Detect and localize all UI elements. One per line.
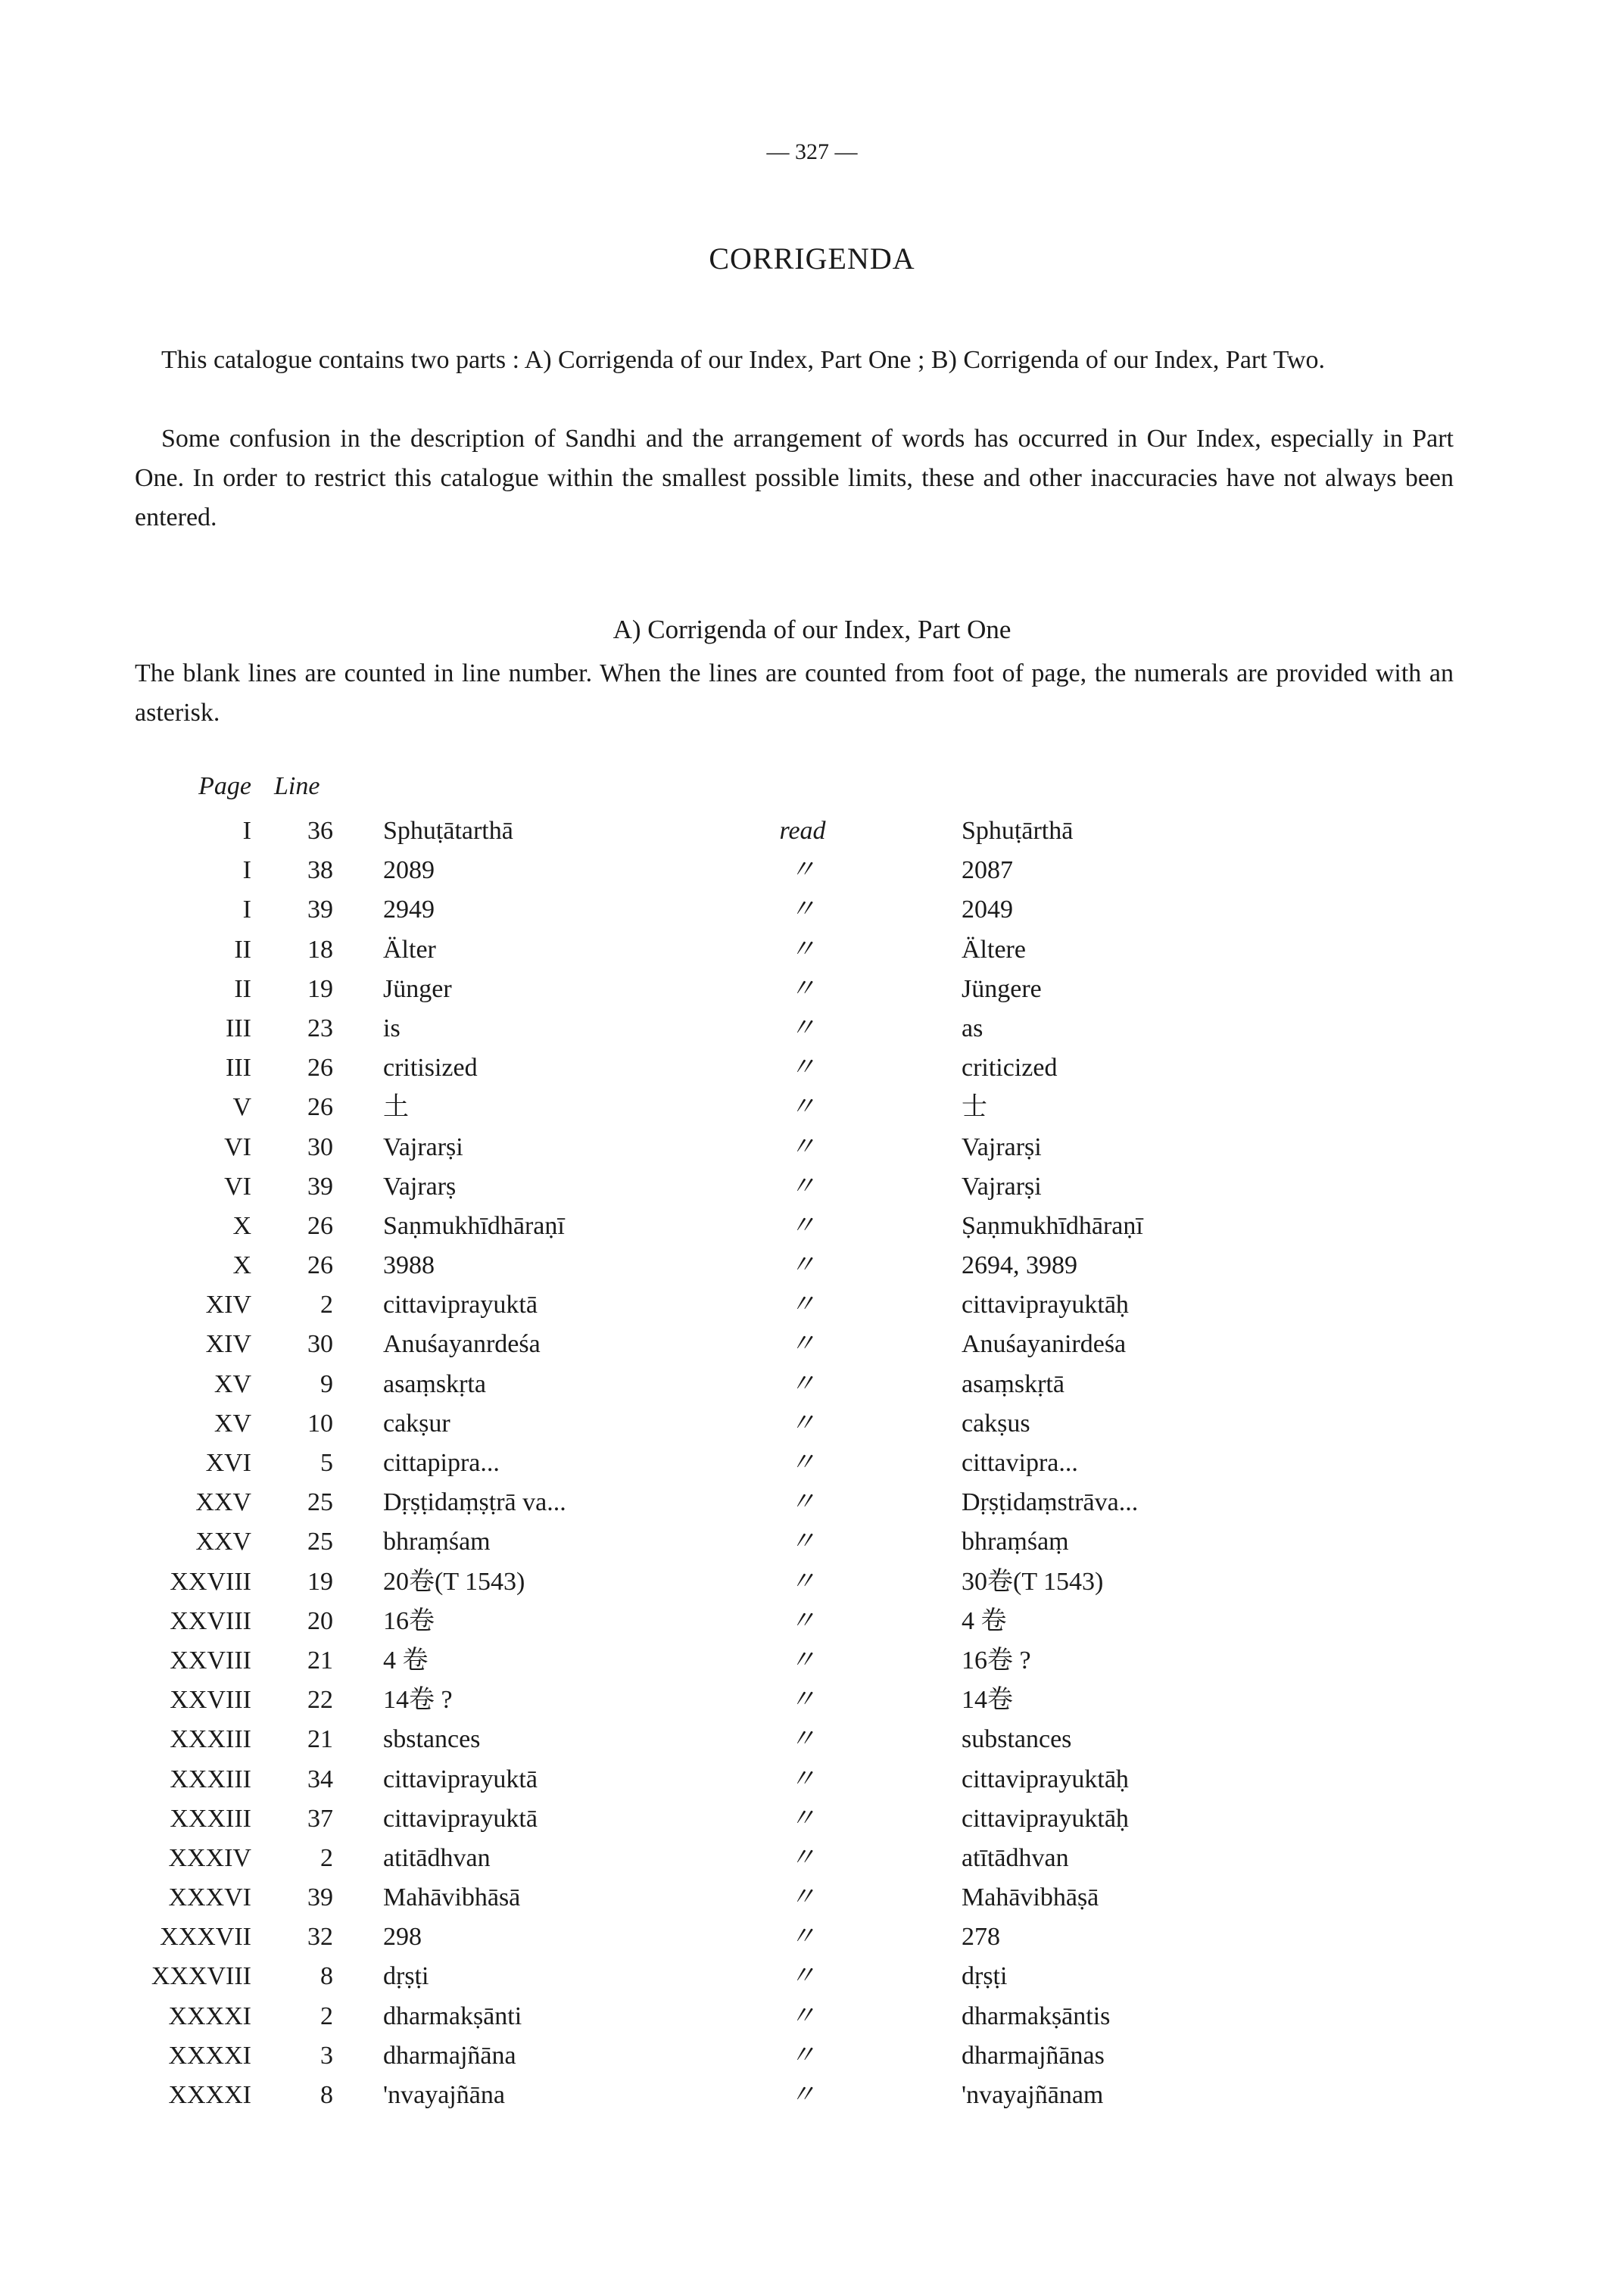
row-read-mark: 〃 xyxy=(790,1686,815,1715)
table-row xyxy=(0,890,1624,930)
table-row xyxy=(0,1246,1624,1285)
row-line: 18 xyxy=(307,935,333,964)
table-row xyxy=(0,1167,1624,1207)
row-wrong-text: 土 xyxy=(383,1093,409,1122)
page-number: — 327 — xyxy=(766,139,858,164)
row-read-mark: 〃 xyxy=(790,1211,815,1240)
row-read-mark: 〃 xyxy=(790,1883,815,1912)
row-correct-text: Vajrarṣi xyxy=(962,1172,1042,1201)
table-row xyxy=(0,1088,1624,1127)
row-wrong-text: Anuśayanrdeśa xyxy=(383,1330,541,1359)
row-wrong-text: Vajrarṣ xyxy=(383,1172,457,1201)
row-line: 21 xyxy=(307,1646,333,1675)
row-page: XXXVI xyxy=(168,1883,251,1912)
row-read-mark: 〃 xyxy=(790,1132,815,1161)
corrigenda-table xyxy=(0,812,1624,2115)
row-wrong-text: Saṇmukhīdhāraṇī xyxy=(383,1211,565,1240)
row-page: II xyxy=(234,935,251,964)
row-line: 39 xyxy=(307,1883,333,1912)
row-read-mark: 〃 xyxy=(790,1765,815,1793)
row-correct-text: 14卷 xyxy=(962,1686,1013,1715)
row-correct-text: atītādhvan xyxy=(962,1843,1069,1872)
row-read-mark: 〃 xyxy=(790,2002,815,2030)
row-read-mark: 〃 xyxy=(790,1291,815,1319)
row-wrong-text: dṛṣṭi xyxy=(383,1962,429,1991)
row-page: II xyxy=(234,974,251,1003)
row-wrong-text: 4 卷 xyxy=(383,1646,429,1675)
row-wrong-text: Jünger xyxy=(383,974,452,1003)
intro-paragraph-2 xyxy=(135,419,1454,537)
row-line: 36 xyxy=(307,817,333,845)
row-line: 2 xyxy=(320,2002,333,2030)
row-line: 39 xyxy=(307,896,333,924)
table-row xyxy=(0,1444,1624,1483)
table-row xyxy=(0,1207,1624,1246)
row-read-mark: 〃 xyxy=(790,2041,815,2070)
row-wrong-text: Sphuṭātarthā xyxy=(383,817,513,845)
row-page: X xyxy=(232,1251,251,1280)
row-wrong-text: dharmakṣānti xyxy=(383,2002,522,2030)
row-page: XXXXI xyxy=(168,2041,251,2070)
row-page: XIV xyxy=(205,1330,251,1359)
row-correct-text: 2694, 3989 xyxy=(962,1251,1077,1280)
row-page: XXXIII xyxy=(170,1765,251,1793)
row-correct-text: cittaviprayuktāḥ xyxy=(962,1765,1129,1793)
section-a-note: The blank lines are counted in line number. When the lines are counted from foot of page, the numerals are provided with an asterisk. xyxy=(135,659,1454,727)
row-correct-text: Jüngere xyxy=(962,974,1042,1003)
row-page: XIV xyxy=(205,1291,251,1319)
row-read-mark: 〃 xyxy=(790,1606,815,1635)
table-row xyxy=(0,1760,1624,1799)
row-read-mark: 〃 xyxy=(790,1567,815,1596)
row-read-mark: 〃 xyxy=(790,935,815,964)
row-page: XXVIII xyxy=(170,1686,251,1715)
row-line: 25 xyxy=(307,1528,333,1556)
row-line: 9 xyxy=(320,1369,333,1398)
row-read-mark: 〃 xyxy=(790,1804,815,1833)
row-correct-text: cakṣus xyxy=(962,1409,1030,1438)
row-read-mark: 〃 xyxy=(790,1923,815,1952)
row-page: XXXXI xyxy=(168,2081,251,2109)
table-row xyxy=(0,1009,1624,1048)
row-correct-text: cittavipra... xyxy=(962,1449,1078,1477)
row-correct-text: bhraṃśaṃ xyxy=(962,1528,1069,1556)
table-row xyxy=(0,1128,1624,1167)
row-correct-text: cittaviprayuktāḥ xyxy=(962,1291,1129,1319)
row-wrong-text: is xyxy=(383,1014,401,1042)
row-page: X xyxy=(232,1211,251,1240)
row-line: 19 xyxy=(307,1567,333,1596)
row-line: 26 xyxy=(307,1054,333,1083)
row-page: I xyxy=(242,817,251,845)
row-read-mark: 〃 xyxy=(790,856,815,885)
row-line: 39 xyxy=(307,1172,333,1201)
row-correct-text: Ṣaṇmukhīdhāraṇī xyxy=(962,1211,1143,1240)
intro-paragraph-1 xyxy=(135,341,1454,380)
row-correct-text: 士 xyxy=(962,1093,987,1122)
row-wrong-text: Älter xyxy=(383,935,436,964)
page-title: CORRIGENDA xyxy=(709,241,915,276)
table-row xyxy=(0,970,1624,1009)
row-line: 2 xyxy=(320,1843,333,1872)
row-correct-text: as xyxy=(962,1014,983,1042)
row-wrong-text: critisized xyxy=(383,1054,478,1083)
row-read-mark: 〃 xyxy=(790,1409,815,1438)
row-correct-text: cittaviprayuktāḥ xyxy=(962,1804,1129,1833)
row-wrong-text: 20卷(T 1543) xyxy=(383,1567,525,1596)
row-correct-text: 278 xyxy=(962,1923,1000,1952)
row-line: 20 xyxy=(307,1606,333,1635)
row-read-mark: 〃 xyxy=(790,1172,815,1201)
table-row xyxy=(0,1048,1624,1088)
row-wrong-text: Mahāvibhāsā xyxy=(383,1883,521,1912)
row-correct-text: 'nvayajñānam xyxy=(962,2081,1104,2109)
row-page: III xyxy=(226,1054,251,1083)
row-page: I xyxy=(242,896,251,924)
row-line: 5 xyxy=(320,1449,333,1477)
row-correct-text: dṛṣṭi xyxy=(962,1962,1008,1991)
row-page: VI xyxy=(224,1172,251,1201)
table-row xyxy=(0,1720,1624,1759)
row-line: 23 xyxy=(307,1014,333,1042)
row-read-mark: 〃 xyxy=(790,1093,815,1122)
table-row xyxy=(0,1681,1624,1720)
row-wrong-text: dharmajñāna xyxy=(383,2041,516,2070)
row-correct-text: 2087 xyxy=(962,856,1013,885)
row-correct-text: criticized xyxy=(962,1054,1058,1083)
row-page: III xyxy=(226,1014,251,1042)
row-line: 26 xyxy=(307,1251,333,1280)
table-row xyxy=(0,851,1624,890)
row-wrong-text: bhraṃśam xyxy=(383,1528,491,1556)
row-correct-text: Mahāvibhāṣā xyxy=(962,1883,1099,1912)
row-line: 26 xyxy=(307,1093,333,1122)
row-read-mark: 〃 xyxy=(790,1369,815,1398)
row-correct-text: dharmajñānas xyxy=(962,2041,1105,2070)
row-line: 34 xyxy=(307,1765,333,1793)
row-read-mark: 〃 xyxy=(790,1725,815,1754)
row-page: V xyxy=(232,1093,251,1122)
table-row xyxy=(0,1562,1624,1602)
row-page: XXV xyxy=(195,1488,251,1517)
row-read-mark: 〃 xyxy=(790,896,815,924)
table-row xyxy=(0,1522,1624,1562)
row-wrong-text: 2089 xyxy=(383,856,435,885)
table-row xyxy=(0,1799,1624,1839)
row-wrong-text: cittaviprayuktā xyxy=(383,1765,538,1793)
row-line: 38 xyxy=(307,856,333,885)
row-read-mark: 〃 xyxy=(790,974,815,1003)
row-wrong-text: Vajrarṣi xyxy=(383,1132,463,1161)
row-line: 26 xyxy=(307,1211,333,1240)
row-correct-text: Vajrarṣi xyxy=(962,1132,1042,1161)
row-page: XXXIV xyxy=(168,1843,251,1872)
row-line: 30 xyxy=(307,1132,333,1161)
row-wrong-text: 2949 xyxy=(383,896,435,924)
row-page: XXVIII xyxy=(170,1646,251,1675)
row-correct-text: substances xyxy=(962,1725,1072,1754)
row-wrong-text: 14卷 ? xyxy=(383,1686,453,1715)
row-page: XXXIII xyxy=(170,1725,251,1754)
row-correct-text: 2049 xyxy=(962,896,1013,924)
row-read-mark: 〃 xyxy=(790,2081,815,2109)
row-read-mark: read xyxy=(779,817,826,845)
table-row xyxy=(0,2076,1624,2115)
intro-paragraph-2-text: Some confusion in the description of Sandhi and the arrangement of words has occurred in Our Index, especially in Part One. In order to restrict this catalogue within the smallest possible limits, these and other inaccuracies have not always been entered. xyxy=(135,425,1454,531)
row-read-mark: 〃 xyxy=(790,1330,815,1359)
row-correct-text: asaṃskṛtā xyxy=(962,1369,1064,1398)
row-read-mark: 〃 xyxy=(790,1014,815,1042)
header-page: Page xyxy=(198,772,251,800)
row-line: 37 xyxy=(307,1804,333,1833)
row-page: I xyxy=(242,856,251,885)
row-page: XXVIII xyxy=(170,1567,251,1596)
row-correct-text: 16卷 ? xyxy=(962,1646,1031,1675)
section-a-heading: A) Corrigenda of our Index, Part One xyxy=(613,615,1011,644)
row-read-mark: 〃 xyxy=(790,1488,815,1517)
table-row xyxy=(0,1602,1624,1641)
row-correct-text: Anuśayanirdeśa xyxy=(962,1330,1127,1359)
row-page: XXXIII xyxy=(170,1804,251,1833)
row-wrong-text: cittaviprayuktā xyxy=(383,1291,538,1319)
row-read-mark: 〃 xyxy=(790,1528,815,1556)
row-correct-text: Sphuṭārthā xyxy=(962,817,1074,845)
row-line: 3 xyxy=(320,2041,333,2070)
row-line: 8 xyxy=(320,2081,333,2109)
row-page: XXXVII xyxy=(160,1923,251,1952)
row-read-mark: 〃 xyxy=(790,1251,815,1280)
row-page: XXVIII xyxy=(170,1606,251,1635)
row-wrong-text: cakṣur xyxy=(383,1409,450,1438)
row-page: XVI xyxy=(205,1449,251,1477)
table-row xyxy=(0,930,1624,970)
table-row xyxy=(0,1878,1624,1918)
row-wrong-text: sbstances xyxy=(383,1725,481,1754)
row-wrong-text: 16卷 xyxy=(383,1606,435,1635)
row-correct-text: Dṛṣṭidaṃstrāva... xyxy=(962,1488,1139,1517)
row-line: 21 xyxy=(307,1725,333,1754)
row-wrong-text: cittaviprayuktā xyxy=(383,1804,538,1833)
row-page: XXV xyxy=(195,1528,251,1556)
row-read-mark: 〃 xyxy=(790,1054,815,1083)
table-row xyxy=(0,1957,1624,1996)
row-line: 10 xyxy=(307,1409,333,1438)
table-row xyxy=(0,1365,1624,1404)
row-correct-text: dharmakṣāntis xyxy=(962,2002,1111,2030)
row-line: 32 xyxy=(307,1923,333,1952)
row-read-mark: 〃 xyxy=(790,1962,815,1991)
table-row xyxy=(0,2036,1624,2076)
row-wrong-text: 298 xyxy=(383,1923,422,1952)
table-row xyxy=(0,1325,1624,1364)
row-correct-text: 4 卷 xyxy=(962,1606,1007,1635)
row-page: XXXVIII xyxy=(151,1962,251,1991)
row-wrong-text: Dṛṣṭidaṃṣṭrā va... xyxy=(383,1488,566,1517)
table-row xyxy=(0,1641,1624,1681)
row-wrong-text: 'nvayajñāna xyxy=(383,2081,505,2109)
table-row xyxy=(0,1483,1624,1522)
table-row xyxy=(0,1918,1624,1957)
table-row xyxy=(0,1997,1624,2036)
row-page: XXXXI xyxy=(168,2002,251,2030)
row-wrong-text: atitādhvan xyxy=(383,1843,491,1872)
table-row xyxy=(0,1404,1624,1444)
row-line: 19 xyxy=(307,974,333,1003)
row-wrong-text: asaṃskṛta xyxy=(383,1369,486,1398)
row-wrong-text: cittapipra... xyxy=(383,1449,500,1477)
row-line: 22 xyxy=(307,1686,333,1715)
row-line: 25 xyxy=(307,1488,333,1517)
row-page: XV xyxy=(214,1369,251,1398)
row-correct-text: Ältere xyxy=(962,935,1026,964)
row-correct-text: 30卷(T 1543) xyxy=(962,1567,1104,1596)
row-read-mark: 〃 xyxy=(790,1449,815,1477)
row-line: 30 xyxy=(307,1330,333,1359)
row-line: 2 xyxy=(320,1291,333,1319)
row-page: XV xyxy=(214,1409,251,1438)
row-line: 8 xyxy=(320,1962,333,1991)
row-page: VI xyxy=(224,1132,251,1161)
row-wrong-text: 3988 xyxy=(383,1251,435,1280)
table-header xyxy=(0,772,1624,812)
table-row xyxy=(0,1285,1624,1325)
intro-paragraph-1-text: This catalogue contains two parts : A) Corrigenda of our Index, Part One ; B) Corrigenda of our Index, Part Two. xyxy=(161,346,1326,374)
row-read-mark: 〃 xyxy=(790,1843,815,1872)
table-row xyxy=(0,1839,1624,1878)
header-line: Line xyxy=(274,772,320,800)
row-read-mark: 〃 xyxy=(790,1646,815,1675)
table-row xyxy=(0,812,1624,851)
